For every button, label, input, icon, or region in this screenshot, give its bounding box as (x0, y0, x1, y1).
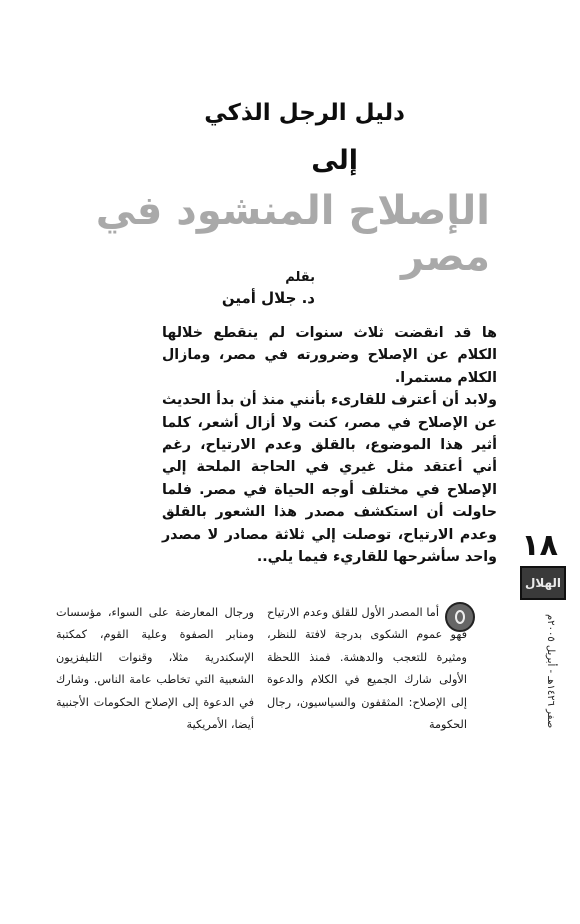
article-supertitle: دليل الرجل الذكي (204, 100, 405, 126)
byline (222, 268, 315, 308)
magazine-logo: الهلال (520, 566, 566, 600)
intro-paragraph: ها قد انقضت ثلاث سنوات لم ينقطع خلالها الكلام عن الإصلاح وضرورته في مصر، ومازال الكلام مستمرا. (162, 325, 497, 386)
byline-label: بقلم (285, 270, 315, 285)
body-column-right (267, 602, 467, 736)
body-paragraph: ورجال المعارضة على السواء، مؤسسات ومنابر الصفوة وعلية القوم، كمكتبة الإسكندرية مثلا، وقنوات التليفزيون الشعبية التي تخاطب عامة الناس. وشارك في الدعوة إلى الإصلاح الحكومات الأجنبية أيضا، الأمريكية (56, 606, 254, 732)
intro-paragraph: ولابد أن أعترف للقارىء بأنني منذ أن بدأ الحديث عن الإصلاح في مصر، كنت ولا أزال أشعر، كلما أثير هذا الموضوع، بالقلق وعدم الارتياح، رغم أني أعتقد مثل غيري في الحاجة الملحة إلي الإصلاح في مختلف أوجه الحياة في مصر. فلما حاولت أن استكشف مصدر هذا الشعور بالقلق وعدم الارتياح، توصلت إلي ثلاثة مصادر لا مصدر واحد سأشرحها للقاريء فيما يلي.. (162, 392, 497, 566)
intro-text (162, 322, 497, 568)
article-main-title: الإصلاح المنشود في مصر (95, 188, 490, 280)
issue-dateline: صفر ١٤٢٦هـ - أبريل ٢٠٠٥م (545, 613, 556, 728)
body-column-left (56, 602, 254, 736)
byline-author: د. جلال أمين (221, 289, 315, 307)
body-paragraph: أما المصدر الأول للقلق وعدم الارتياح فهو عموم الشكوى بدرجة لافتة للنظر، ومثيرة للتعجب والدهشة. فمنذ اللحظة الأولى شارك الجميع في الكلام والدعوة إلى الإصلاح: المثقفون والسياسيون، رجال الحكومة (267, 606, 467, 732)
article-preposition: إلى (311, 145, 358, 176)
page-number: ١٨ (521, 528, 558, 563)
